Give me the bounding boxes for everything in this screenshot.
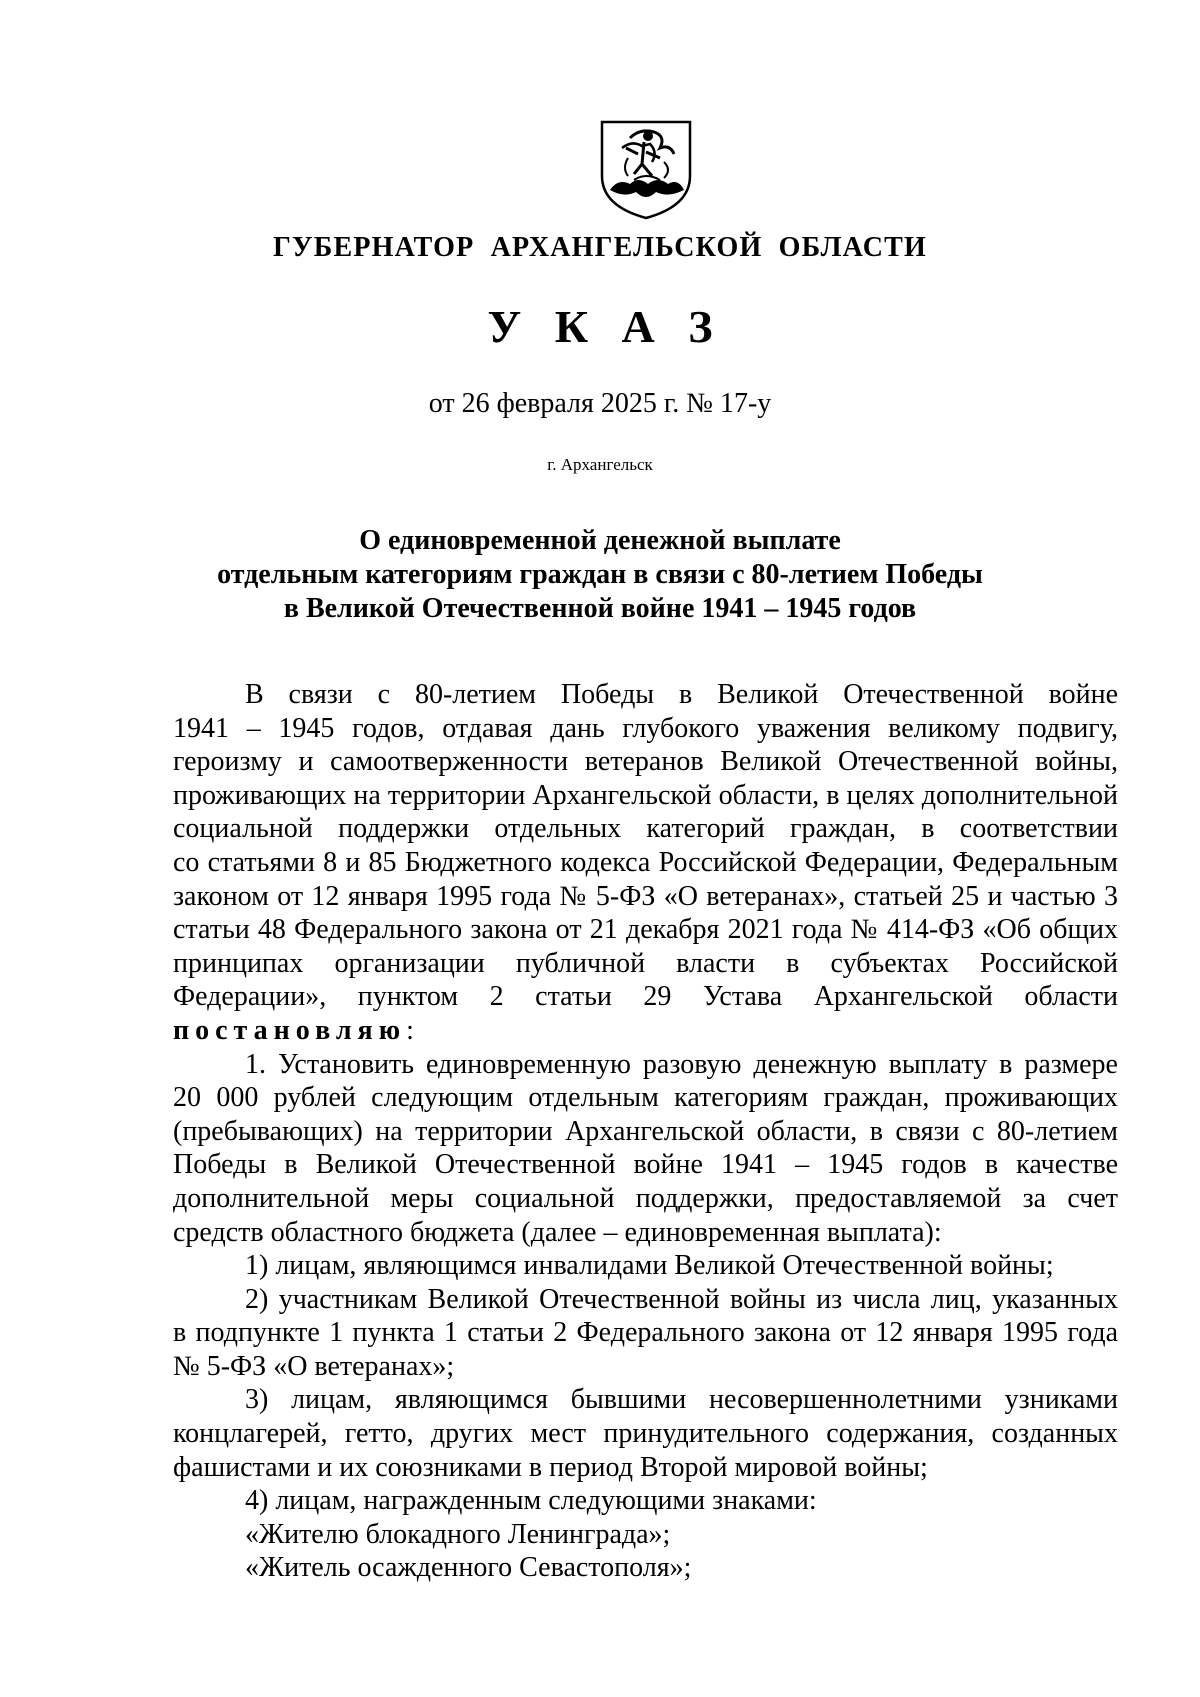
text-line: проживающих на территории Архангельской области, в целях дополнительной (173, 779, 1118, 811)
issuing-authority: ГУБЕРНАТОР АРХАНГЕЛЬСКОЙ ОБЛАСТИ (273, 232, 927, 263)
coat-of-arms-icon (598, 118, 694, 222)
title-line: в Великой Отечественной войне 1941 – 1945 годов (283, 593, 917, 624)
text-line: в подпункте 1 пункта 1 статьи 2 Федерального закона от 12 января 1995 года (173, 1317, 1118, 1349)
text-line: 2) участникам Великой Отечественной войны из числа лиц, указанных (245, 1283, 1118, 1315)
decree-word: постановляю (173, 1014, 407, 1046)
item-1 (173, 1048, 1118, 1250)
text-line: законом от 12 января 1995 года № 5-ФЗ «О ветеранах», статьей 25 и частью 3 (173, 880, 1118, 912)
text-line: социальной поддержки отдельных категорий граждан, в соответствии (173, 813, 1118, 845)
title-line: О единовременной денежной выплате (359, 525, 841, 556)
subitem-3 (173, 1383, 1118, 1484)
text-line: со статьями 8 и 85 Бюджетного кодекса Российской Федерации, Федеральным (173, 846, 1118, 878)
text-line: Федерации», пунктом 2 статьи 29 Устава Архангельской области (173, 981, 1118, 1013)
title-line: отдельным категориям граждан в связи с 80-летием Победы (217, 559, 983, 590)
text-line: концлагерей, гетто, других мест принудительного содержания, созданных (173, 1418, 1118, 1450)
text-line: 1. Установить единовременную разовую денежную выплату в размере (245, 1048, 1118, 1080)
preamble-paragraph (173, 678, 1118, 1048)
text-line: средств областного бюджета (далее – единовременная выплата): (173, 1216, 942, 1248)
document-city: г. Архангельск (547, 455, 653, 474)
subitem-2 (173, 1283, 1118, 1384)
text-line: № 5-ФЗ «О ветеранах»; (173, 1350, 455, 1382)
subitem-4 (173, 1484, 1118, 1585)
text-line: В связи с 80-летием Победы в Великой Отечественной войне (245, 679, 1118, 710)
document-body (173, 678, 1118, 1585)
text-line: 1) лицам, являющимся инвалидами Великой Отечественной войны; (245, 1250, 1054, 1282)
text-line: 1941 – 1945 годов, отдавая дань глубокого уважения великому подвигу, (173, 712, 1118, 744)
text-line: 20 000 рублей следующим отдельным категориям граждан, проживающих (173, 1082, 1118, 1114)
text-line: Победы в Великой Отечественной войне 1941 – 1945 годов в качестве (173, 1149, 1118, 1181)
document-title (160, 524, 1040, 626)
text-line: 3) лицам, являющимся бывшими несовершеннолетними узниками (245, 1384, 1118, 1416)
text-line: принципах организации публичной власти в субъектах Российской (173, 947, 1118, 979)
text-line: (пребывающих) на территории Архангельской области, в связи с 80-летием (173, 1115, 1118, 1147)
text-line: фашистами и их союзниками в период Второй мировой войны; (173, 1451, 928, 1483)
subitem-1 (173, 1249, 1118, 1283)
text-line: 4) лицам, награжденным следующими знаками: (245, 1485, 817, 1517)
badge-line: «Жителю блокадного Ленинграда»; (245, 1518, 671, 1550)
text-line: дополнительной меры социальной поддержки, предоставляемой за счет (173, 1182, 1118, 1214)
document-date-number: от 26 февраля 2025 г. № 17-у (428, 388, 772, 419)
coat-of-arms-icon-graphic (598, 118, 694, 222)
document-type: У К А З (487, 301, 713, 352)
badge-line: «Житель осажденного Севастополя»; (245, 1552, 692, 1584)
decree-colon: : (406, 1014, 414, 1046)
text-line: статьи 48 Федерального закона от 21 декабря 2021 года № 414-ФЗ «Об общих (173, 914, 1118, 946)
text-line: героизму и самоотверженности ветеранов Великой Отечественной войны, (173, 746, 1118, 778)
decree-line (173, 1014, 1118, 1048)
